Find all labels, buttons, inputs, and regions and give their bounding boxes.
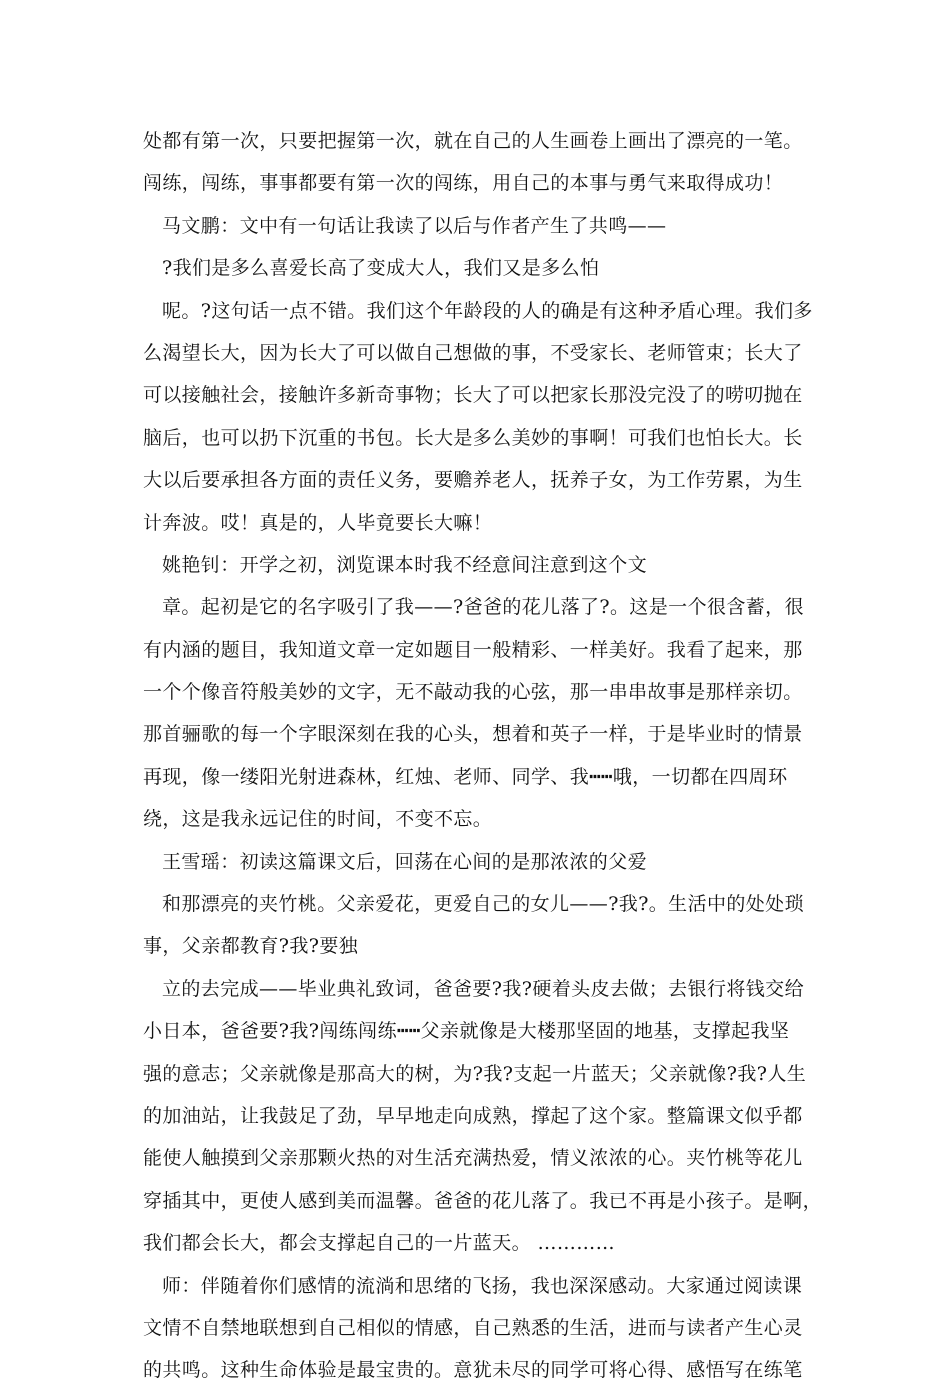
text-line: 大以后要承担各方面的责任义务，要赡养老人，抚养子女，为工作劳累，为生 xyxy=(143,469,803,492)
text-line: 事，父亲都教育?我?要独 xyxy=(143,935,359,958)
text-line: 马文鹏：文中有一句话让我读了以后与作者产生了共鸣—— xyxy=(162,214,667,237)
text-line: 和那漂亮的夹竹桃。父亲爱花，更爱自己的女儿——?我?。生活中的处处琐 xyxy=(162,893,804,916)
text-line: 姚艳钊：开学之初，浏览课本时我不经意间注意到这个文 xyxy=(162,553,648,576)
text-line: 的共鸣。这种生命体验是最宝贵的。意犹未尽的同学可将心得、感悟写在练笔 xyxy=(143,1359,803,1382)
text-line: 脑后，也可以扔下沉重的书包。长大是多么美妙的事啊！可我们也怕长大。长 xyxy=(143,426,803,449)
text-line: 绕，这是我永远记住的时间，不变不忘。 xyxy=(143,808,493,831)
text-line: 可以接触社会，接触许多新奇事物；长大了可以把家长那没完没了的唠叨抛在 xyxy=(143,384,803,407)
text-line: 师：伴随着你们感情的流淌和思绪的飞扬，我也深深感动。大家通过阅读课 xyxy=(162,1274,803,1297)
text-line: 那首骊歌的每一个字眼深刻在我的心头，想着和英子一样，于是毕业时的情景 xyxy=(143,723,803,746)
text-line: 王雪瑶：初读这篇课文后，回荡在心间的是那浓浓的父爱 xyxy=(162,850,648,873)
text-line: 我们都会长大，都会支撑起自己的一片蓝天。 ………… xyxy=(143,1232,616,1255)
text-line: 章。起初是它的名字吸引了我——?爸爸的花儿落了?。这是一个很含蓄，很 xyxy=(162,596,804,619)
text-line: 闯练，闯练，事事都要有第一次的闯练，用自己的本事与勇气来取得成功！ xyxy=(143,172,784,195)
text-line: 有内涵的题目，我知道文章一定如题目一般精彩、一样美好。我看了起来，那 xyxy=(143,638,803,661)
text-line: 处都有第一次，只要把握第一次，就在自己的人生画卷上画出了漂亮的一笔。 xyxy=(143,130,803,152)
text-line: 再现，像一缕阳光射进森林，红烛、老师、同学、我┅┅哦，一切都在四周环 xyxy=(143,765,788,788)
text-line: 小日本，爸爸要?我?闯练闯练┅┅父亲就像是大楼那坚固的地基，支撑起我坚 xyxy=(143,1020,790,1043)
text-line: 计奔波。哎！真是的，人毕竟要长大嘛！ xyxy=(143,511,493,534)
text-line: 能使人触摸到父亲那颗火热的对生活充满热爱，情义浓浓的心。夹竹桃等花儿 xyxy=(143,1147,803,1170)
text-line: 一个个像音符般美妙的文字，无不敲动我的心弦，那一串串故事是那样亲切。 xyxy=(143,681,803,704)
text-line: 立的去完成——毕业典礼致词，爸爸要?我?硬着头皮去做；去银行将钱交给 xyxy=(162,977,804,1000)
text-line: ?我们是多么喜爱长高了变成大人，我们又是多么怕 xyxy=(162,257,600,280)
text-line: 的加油站，让我鼓足了劲，早早地走向成熟，撑起了这个家。整篇课文似乎都 xyxy=(143,1104,803,1127)
text-line: 强的意志；父亲就像是那高大的树，为?我?支起一片蓝天；父亲就像?我?人生 xyxy=(143,1062,807,1085)
text-line: 文情不自禁地联想到自己相似的情感，自己熟悉的生活，进而与读者产生心灵 xyxy=(143,1316,803,1339)
text-line: 么渴望长大，因为长大了可以做自己想做的事，不受家长、老师管束；长大了 xyxy=(143,341,803,364)
text-line: 穿插其中，更使人感到美而温馨。爸爸的花儿落了。我已不再是小孩子。是啊， xyxy=(143,1189,823,1212)
text-line: 呢。?这句话一点不错。我们这个年龄段的人的确是有这种矛盾心理。我们多 xyxy=(162,299,813,322)
document-body xyxy=(143,120,833,1392)
